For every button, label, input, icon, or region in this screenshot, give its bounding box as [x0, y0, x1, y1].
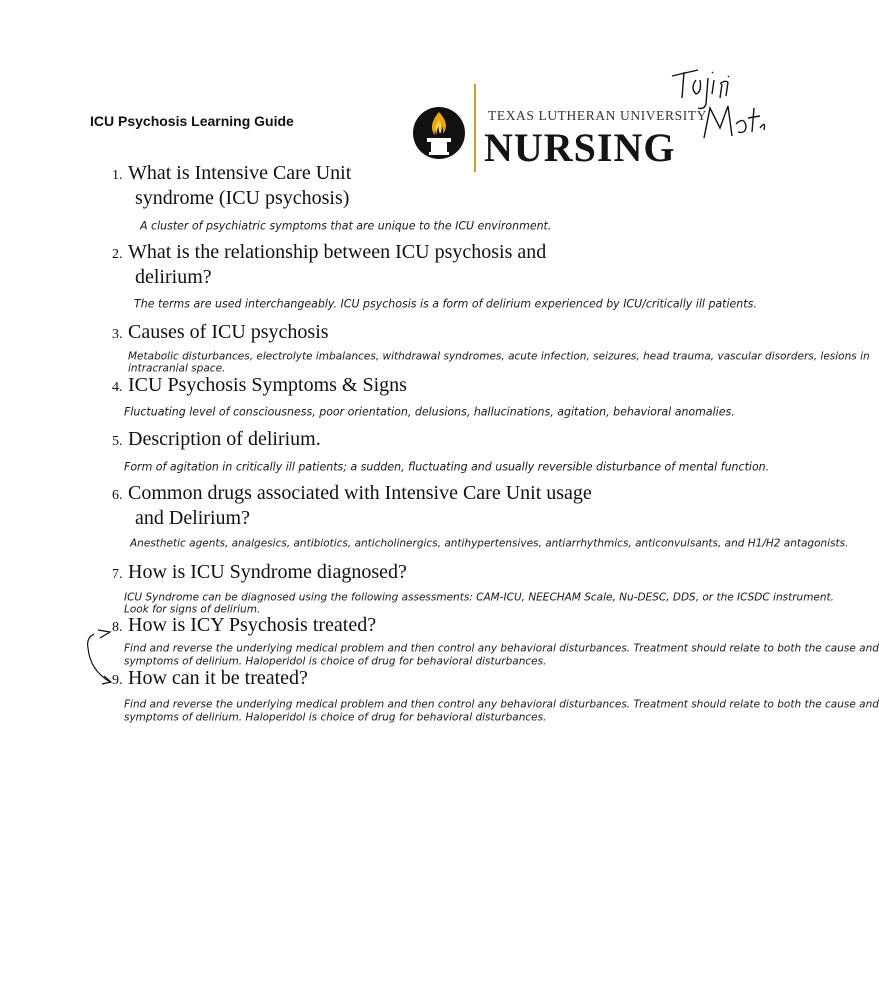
handwritten-arrows: [80, 620, 120, 690]
question-4: 4. ICU Psychosis Symptoms & Signs: [112, 374, 407, 396]
answer-9-line-1: Find and reverse the underlying medical problem and then control any behavioral disturbances. Treatment should relate to both the cause and: [124, 697, 879, 711]
answer-9-line-2: symptoms of delirium. Haloperidol is choice of drug for behavioral disturbances.: [124, 710, 547, 724]
answer-8-line-2: symptoms of delirium. Haloperidol is choice of drug for behavioral disturbances.: [124, 654, 547, 668]
logo-wordmark: NURSING: [484, 125, 676, 170]
question-6: 6. Common drugs associated with Intensive Care Unit usage and Delirium?: [112, 482, 592, 529]
torch-emblem-icon: [410, 104, 468, 162]
answer-1: A cluster of psychiatric symptoms that are unique to the ICU environment.: [140, 218, 552, 233]
question-8: 8. How is ICY Psychosis treated?: [112, 614, 377, 636]
answer-8-line-1: Find and reverse the underlying medical problem and then control any behavioral disturbances. Treatment should relate to both the cause and: [124, 641, 879, 655]
answer-4: Fluctuating level of consciousness, poor orientation, delusions, hallucinations, agitation, behavioral anomalies.: [124, 404, 735, 419]
logo-divider: [474, 84, 476, 172]
question-3: 3. Causes of ICU psychosis: [112, 321, 329, 343]
question-9: 9. How can it be treated?: [112, 667, 308, 689]
answer-7-line-2: Look for signs of delirium.: [124, 602, 261, 616]
answer-5: Form of agitation in critically ill patients; a sudden, fluctuating and usually reversible disturbance of mental function.: [124, 459, 770, 474]
answer-7-line-1: ICU Syndrome can be diagnosed using the following assessments: CAM-ICU, NEECHAM Scale, Nu-DESC, DDS, or the ICSDC instrument.: [124, 590, 834, 604]
guide-title: ICU Psychosis Learning Guide: [90, 113, 294, 129]
question-5: 5. Description of delirium.: [112, 428, 321, 450]
answer-3-line-1: Metabolic disturbances, electrolyte imbalances, withdrawal syndromes, acute infection, seizures, head trauma, vascular disorders, lesions in: [128, 349, 870, 363]
question-7: 7. How is ICU Syndrome diagnosed?: [112, 561, 407, 583]
question-1: 1. What is Intensive Care Unit syndrome (ICU psychosis): [112, 162, 352, 209]
answer-2: The terms are used interchangeably. ICU psychosis is a form of delirium experienced by ICU/critically ill patients.: [134, 296, 757, 311]
question-2: 2. What is the relationship between ICU psychosis and delirium?: [112, 241, 547, 288]
answer-3-line-2: intracranial space.: [128, 361, 226, 375]
university-logo: [410, 82, 707, 174]
logo-university-name: TEXAS LUTHERAN UNIVERSITY: [488, 108, 707, 123]
handwritten-signature: [668, 58, 768, 148]
answer-6: Anesthetic agents, analgesics, antibiotics, anticholinergics, antihypertensives, antiarrhythmics, anticonvulsants, and H1/H2 antagonists.: [130, 536, 849, 550]
